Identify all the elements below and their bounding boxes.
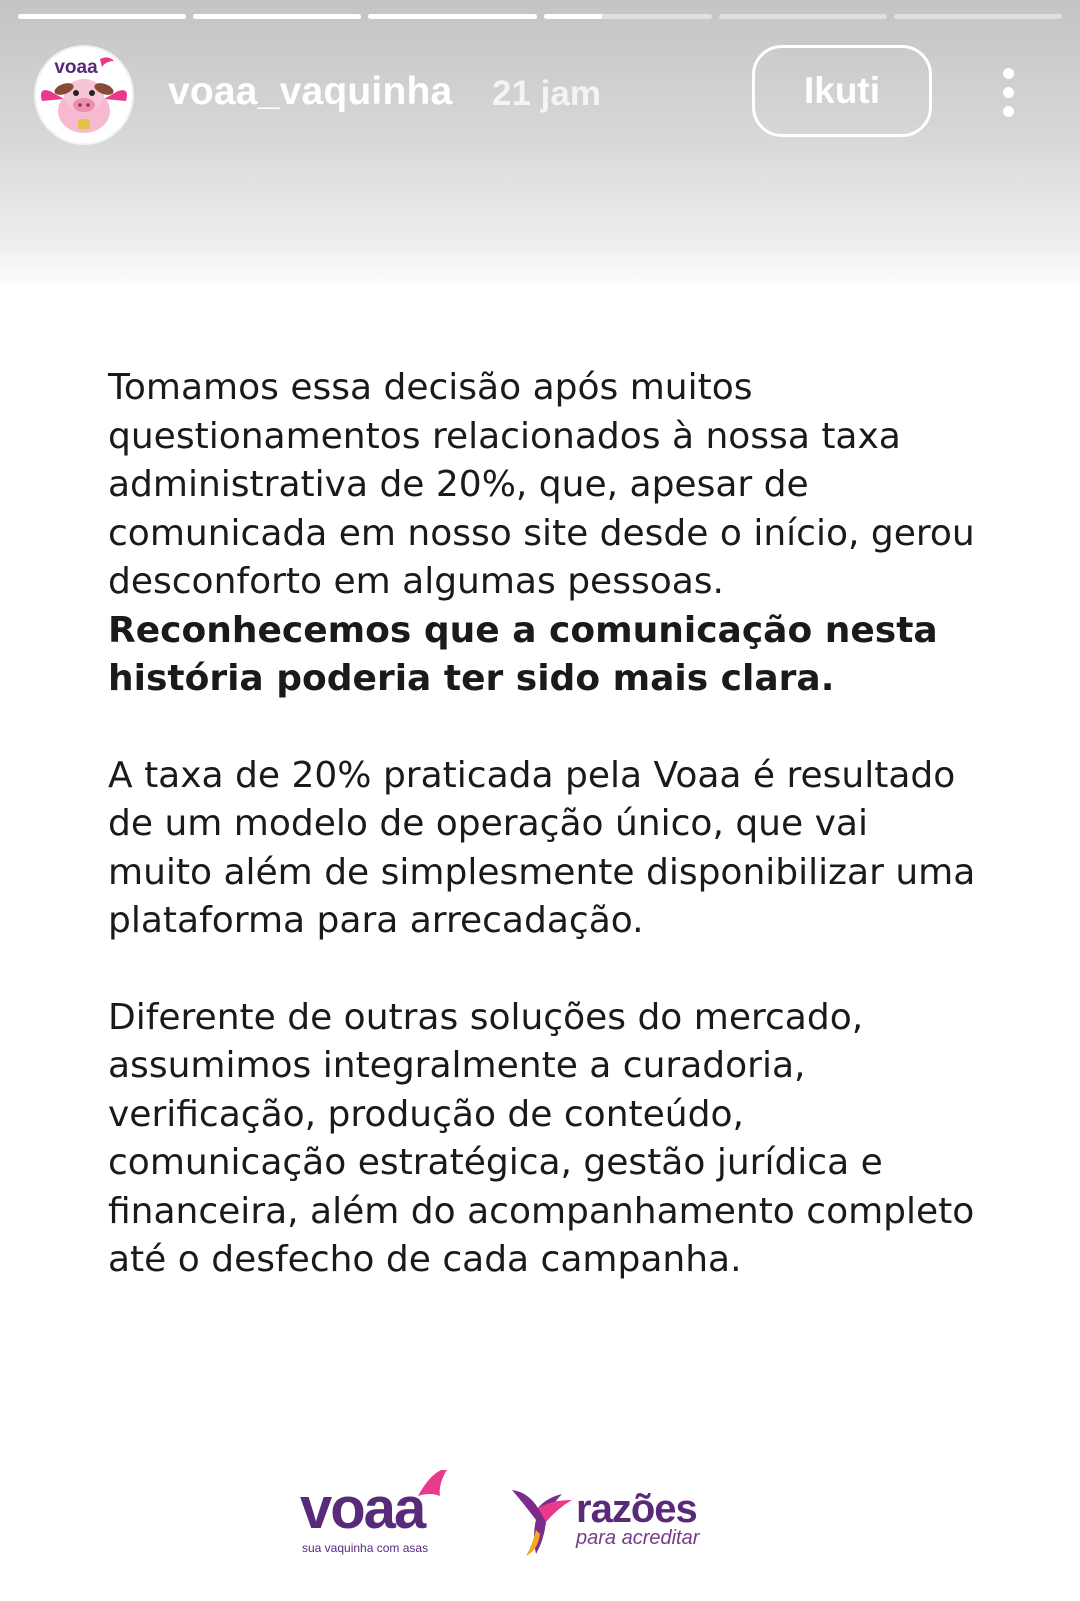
razoes-logo	[512, 1487, 701, 1556]
paragraph-1-bold: Reconhecemos que a comunicação nesta história poderia ter sido mais clara.	[108, 609, 938, 699]
story-text	[108, 364, 978, 1333]
cow-mascot-icon	[36, 47, 132, 143]
story-timestamp: 21 jam	[492, 74, 601, 113]
voaa-logo-text: voaa	[300, 1476, 425, 1541]
progress-segment	[368, 14, 536, 19]
voaa-logo	[300, 1470, 448, 1555]
progress-fill	[18, 14, 186, 19]
progress-segment	[544, 14, 712, 19]
razoes-logo-text: razões	[576, 1487, 697, 1531]
progress-segment	[894, 14, 1062, 19]
avatar[interactable]	[36, 47, 132, 143]
footer-logos	[300, 1470, 720, 1580]
more-vertical-icon[interactable]	[988, 62, 1028, 122]
progress-fill	[544, 14, 603, 19]
voaa-tagline: sua vaquinha com asas	[302, 1541, 429, 1555]
progress-fill	[368, 14, 536, 19]
progress-segment	[193, 14, 361, 19]
paragraph-2: A taxa de 20% praticada pela Voaa é resultado de um modelo de operação único, que vai muito além de simplesmente disponibilizar uma plataforma para arrecadação.	[108, 754, 976, 941]
follow-button[interactable]: Ikuti	[752, 45, 932, 137]
paragraph-1	[108, 364, 978, 704]
progress-segment	[18, 14, 186, 19]
avatar-logo-text: voaa	[54, 57, 98, 78]
dot	[1003, 87, 1014, 98]
progress-fill	[193, 14, 361, 19]
dot	[1003, 106, 1014, 117]
progress-segment	[719, 14, 887, 19]
story-header-shade	[0, 0, 1080, 290]
story-progress	[18, 14, 1062, 19]
story-username[interactable]: voaa_vaquinha	[168, 70, 453, 113]
razoes-tagline: para acreditar	[576, 1527, 700, 1549]
paragraph-3: Diferente de outras soluções do mercado, assumimos integralmente a curadoria, verificação, produção de conteúdo, comunicação estratégica, gestão jurídica e financeira, além do acompanhamento completo até o desfecho de cada campanha.	[108, 996, 975, 1280]
dot	[1003, 68, 1014, 79]
paragraph-1-text: Tomamos essa decisão após muitos questionamentos relacionados à nossa taxa administrativa de 20%, que, apesar de comunicada em nosso site desde o início, gerou desconforto em algumas pessoas.	[108, 367, 975, 602]
